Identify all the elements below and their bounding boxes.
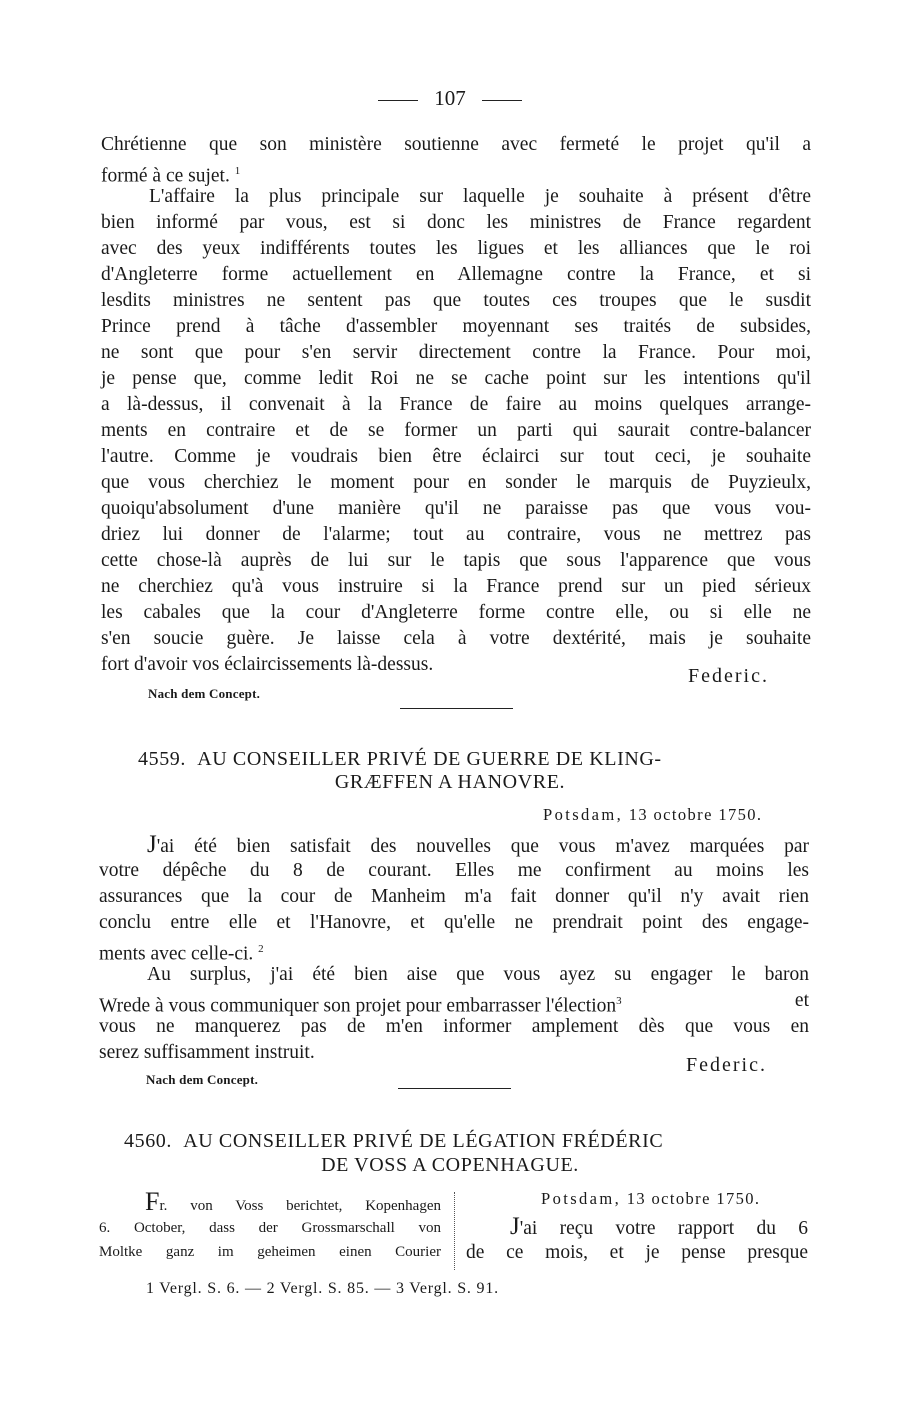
- heading-line: DE VOSS A COPENHAGUE.: [321, 1154, 579, 1176]
- signature: Federic.: [686, 1054, 767, 1076]
- footnote-marker: 1: [234, 165, 241, 177]
- source-note: Nach dem Concept.: [146, 1072, 259, 1087]
- text-line: votre dépêche du 8 de courant. Elles me confirment au moins les: [99, 860, 809, 881]
- column-divider: [454, 1192, 455, 1270]
- text-line-content: 'ai reçu votre rapport du 6: [519, 1218, 808, 1239]
- heading-text: AU CONSEILLER PRIVÉ DE LÉGATION FRÉDÉRIC: [183, 1130, 664, 1152]
- text-line-content: formé à ce sujet.: [101, 165, 230, 187]
- text-line: quoiqu'absolument d'une manière qu'il ne paraisse pas que vous vou-: [101, 498, 811, 519]
- text-line: a là-dessus, il convenait à la France de faire au moins quelques arrange-: [101, 394, 811, 415]
- text-line: L'affaire la plus principale sur laquelle je souhaite à présent d'être: [149, 186, 811, 207]
- text-line: driez lui donner de l'alarme; tout au contraire, vous ne mettrez pas: [101, 524, 811, 545]
- text-line-content: 'ai été bien satisfait des nouvelles que vous m'avez marquées par: [156, 836, 809, 857]
- footnote-marker: 3: [616, 995, 622, 1007]
- text-line: [466, 1214, 808, 1240]
- text-line: s'en soucie guère. Je laisse cela à votre dextérité, mais je souhaite: [101, 628, 811, 649]
- header-dash-right: [482, 100, 522, 101]
- text-line-tail: et: [794, 990, 809, 1011]
- text-line: [99, 832, 809, 858]
- text-line-content: Wrede à vous communiquer son projet pour embarrasser l'élection: [99, 995, 617, 1017]
- text-line: cette chose-là auprès de lui sur le tapis que sous l'apparence que vous: [101, 550, 811, 571]
- text-line: d'Angleterre forme actuellement en Allemagne contre la France, et si: [101, 264, 811, 285]
- dateline: [543, 805, 762, 825]
- summary-line: [99, 1187, 441, 1216]
- text-line: ne cherchiez qu'à vous instruire si la France prend sur un pied sérieux: [101, 576, 811, 597]
- text-line: conclu entre elle et l'Hanovre, et qu'elle ne prendrait point des engage-: [99, 912, 809, 933]
- text-line: de ce mois, et je pense presque: [466, 1242, 808, 1263]
- summary-line: 6. October, dass der Grossmarschall von: [99, 1220, 441, 1236]
- text-line: assurances que la cour de Manheim m'a fait donner qu'il n'y avait rien: [99, 886, 809, 907]
- page-number: 107: [434, 86, 466, 110]
- initial-letter: J: [510, 1213, 520, 1240]
- text-line: que vous cherchiez le moment pour en sonder le marquis de Puyzieulx,: [101, 472, 811, 493]
- header-dash-left: [378, 100, 418, 101]
- text-line: avec des yeux indifférents toutes les ligues et les alliances que le roi: [101, 238, 811, 259]
- heading-text: AU CONSEILLER PRIVÉ DE GUERRE DE KLING-: [197, 748, 662, 770]
- summary-line-content: r. von Voss berichtet, Kopenhagen: [159, 1198, 441, 1214]
- summary-line: Moltke ganz im geheimen einen Courier: [99, 1244, 441, 1260]
- text-line: Chrétienne que son ministère soutienne avec fermeté le projet qu'il a: [101, 134, 811, 155]
- text-line: les cabales que la cour d'Angleterre forme contre elle, ou si elle ne: [101, 602, 811, 623]
- text-line: bien informé par vous, est si donc les ministres de France regardent: [101, 212, 811, 233]
- initial-letter: F: [145, 1187, 160, 1216]
- text-line: ne sont que pour s'en servir directement contre la France. Pour moi,: [101, 342, 811, 363]
- heading-line: GRÆFFEN A HANOVRE.: [334, 771, 566, 793]
- dateline-date: 13 octobre 1750.: [628, 805, 763, 824]
- heading-line: [124, 1128, 663, 1155]
- text-line: Au surplus, j'ai été bien aise que vous ayez su engager le baron: [147, 964, 809, 985]
- initial-letter: J: [147, 831, 157, 858]
- text-line: [101, 158, 811, 187]
- text-line: ments en contraire et de se former un parti qui saurait contre-balancer: [101, 420, 811, 441]
- dateline: [541, 1189, 760, 1209]
- text-line: [99, 936, 809, 965]
- dateline-place: Potsdam,: [543, 805, 624, 824]
- text-line: je pense que, comme ledit Roi ne se cache point sur les intentions qu'il: [101, 368, 811, 389]
- footnote-marker: 2: [258, 943, 264, 955]
- text-line: vous ne manquerez pas de m'en informer amplement dès que vous en: [99, 1016, 809, 1037]
- text-line: fort d'avoir vos éclaircissements là-dessus.: [101, 654, 434, 675]
- text-line: serez suffisamment instruit.: [99, 1042, 315, 1063]
- section-rule: [398, 1088, 511, 1089]
- text-line-content: ments avec celle-ci.: [99, 943, 254, 965]
- text-line: [99, 988, 809, 1017]
- section-rule: [400, 708, 513, 709]
- letter-number: 4560.: [124, 1130, 172, 1152]
- letter-number: 4559.: [138, 748, 186, 770]
- footnotes: 1 Vergl. S. 6. — 2 Vergl. S. 85. — 3 Vergl. S. 91.: [146, 1280, 499, 1297]
- text-line: lesdits ministres ne sentent pas que toutes ces troupes que le susdit: [101, 290, 811, 311]
- text-line: l'autre. Comme je voudrais bien être éclairci sur tout ceci, je souhaite: [101, 446, 811, 467]
- signature: Federic.: [688, 665, 769, 687]
- dateline-place: Potsdam,: [541, 1189, 622, 1208]
- text-line: Prince prend à tâche d'assembler moyennant ses traités de subsides,: [101, 316, 811, 337]
- dateline-date: 13 octobre 1750.: [626, 1189, 761, 1208]
- page-header: [0, 86, 900, 111]
- source-note: Nach dem Concept.: [148, 686, 261, 701]
